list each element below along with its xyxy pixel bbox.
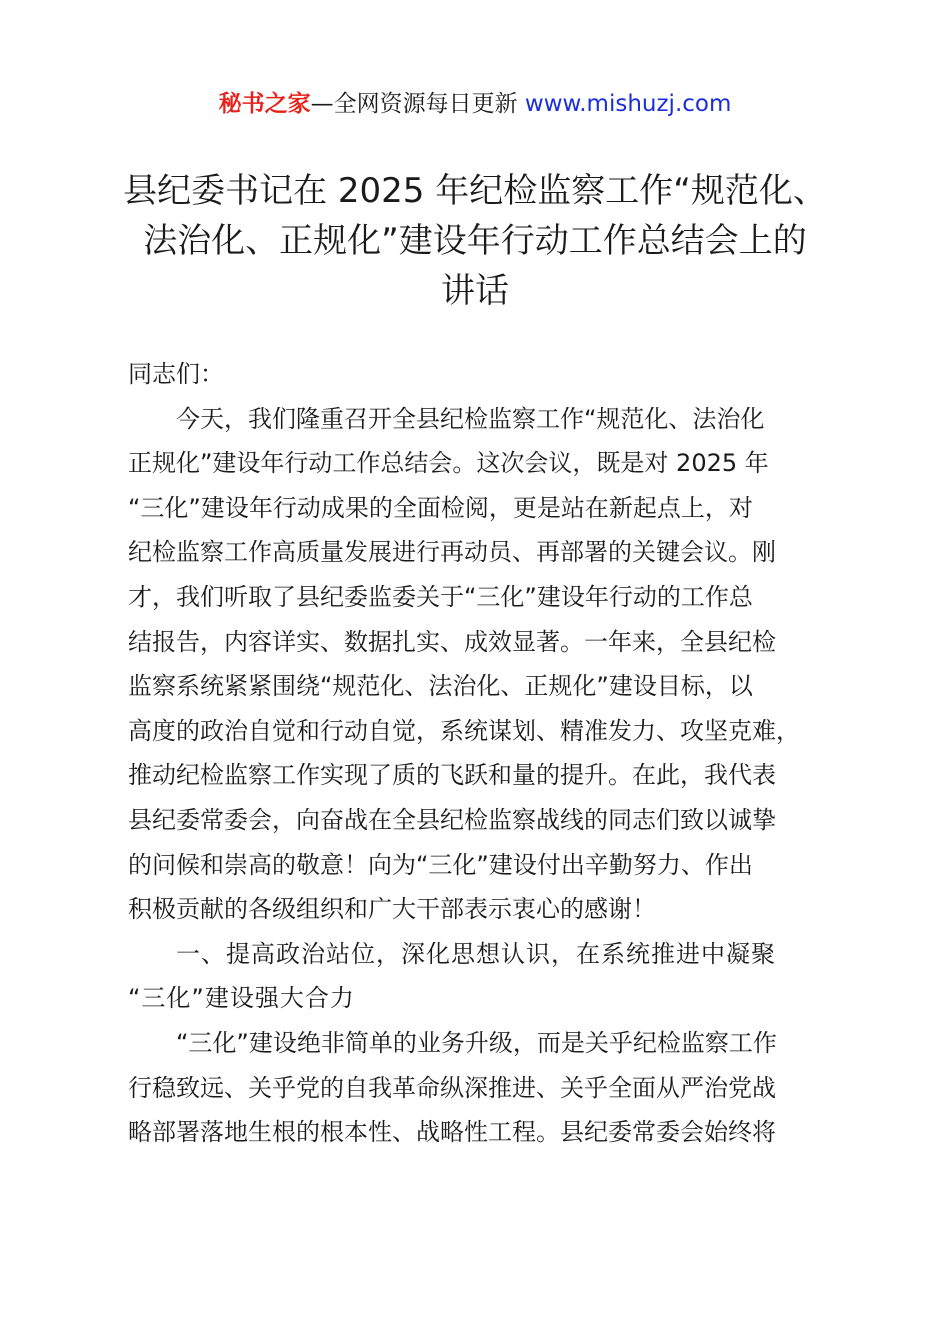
paragraph-line: 略部署落地生根的根本性、战略性工程。县纪委常委会始终将 bbox=[128, 1118, 776, 1147]
paragraph-line: 的问候和崇高的敬意！向为“三化”建设付出辛勤努力、作出 bbox=[128, 850, 753, 879]
paragraph-line: 结报告，内容详实、数据扎实、成效显著。一年来，全县纪检 bbox=[128, 627, 776, 656]
paragraph-line: 高度的政治自觉和行动自觉，系统谋划、精准发力、攻坚克难， bbox=[128, 716, 800, 745]
paragraph-line: 正规化”建设年行动工作总结会。这次会议，既是对 2025 年 bbox=[128, 449, 769, 478]
title-line: 法治化、正规化”建设年行动工作总结会上的 bbox=[143, 221, 807, 261]
paragraph-line: “三化”建设年行动成果的全面检阅，更是站在新起点上，对 bbox=[128, 493, 753, 522]
section-heading-line: 一、提高政治站位，深化思想认识，在系统推进中凝聚 bbox=[176, 939, 776, 968]
paragraph-line: 纪检监察工作高质量发展进行再动员、再部署的关键会议。刚 bbox=[128, 538, 776, 567]
paragraph-line: 推动纪检监察工作实现了质的飞跃和量的提升。在此，我代表 bbox=[128, 761, 776, 790]
salutation: 同志们： bbox=[128, 360, 224, 388]
paragraph-line: “三化”建设绝非简单的业务升级，而是关乎纪检监察工作 bbox=[176, 1028, 777, 1057]
paragraph-line: 今天，我们隆重召开全县纪检监察工作“规范化、法治化 bbox=[176, 404, 765, 433]
paragraph-line: 才，我们听取了县纪委监委关于“三化”建设年行动的工作总 bbox=[128, 582, 753, 611]
site-brand: 秘书之家 bbox=[218, 91, 311, 117]
site-tagline: —全网资源每日更新 bbox=[310, 91, 525, 117]
site-url-link[interactable]: www.mishuzj.com bbox=[524, 91, 732, 117]
document-body bbox=[128, 352, 858, 1155]
paragraph-line: 县纪委常委会，向奋战在全县纪检监察战线的同志们致以诚挚 bbox=[128, 805, 776, 834]
document-title bbox=[110, 166, 840, 316]
title-line: 讲话 bbox=[441, 271, 509, 311]
section-heading-line: “三化”建设强大合力 bbox=[128, 984, 355, 1013]
paragraph-line: 监察系统紧紧围绕“规范化、法治化、正规化”建设目标，以 bbox=[128, 672, 753, 701]
title-line: 县纪委书记在 2025 年纪检监察工作“规范化、 bbox=[123, 171, 827, 211]
paragraph-line: 行稳致远、关乎党的自我革命纵深推进、关乎全面从严治党战 bbox=[128, 1073, 776, 1102]
paragraph-line: 积极贡献的各级组织和广大干部表示衷心的感谢！ bbox=[128, 895, 656, 924]
site-header bbox=[0, 86, 950, 122]
